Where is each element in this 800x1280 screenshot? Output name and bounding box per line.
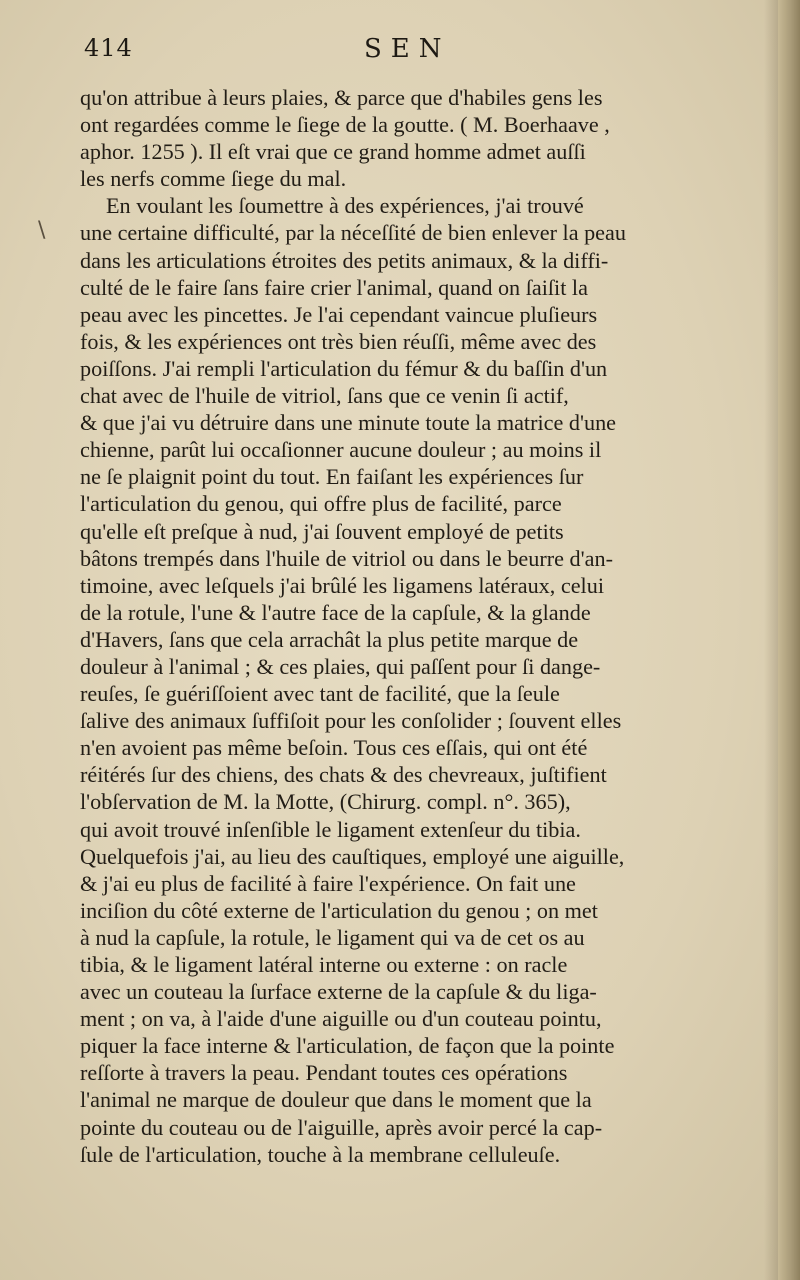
text-line: ment ; on va, à l'aide d'une aiguille ou d'un couteau pointu,: [80, 1006, 602, 1032]
text-line: ont regardées comme le ſiege de la goutte. ( M. Boerhaave ,: [80, 112, 610, 138]
text-line: bâtons trempés dans l'huile de vitriol ou dans le beurre d'an-: [80, 545, 613, 571]
text-line: avec un couteau la ſurface externe de la capſule & du liga-: [80, 979, 597, 1005]
text-line: ſule de l'articulation, touche à la membrane celluleuſe.: [80, 1141, 561, 1167]
text-line: les nerfs comme ſiege du mal.: [80, 166, 347, 192]
text-line: chienne, parût lui occaſionner aucune douleur ; au moins il: [80, 437, 602, 463]
text-line: culté de le faire ſans faire crier l'animal, quand on ſaiſit la: [80, 274, 588, 300]
text-line: douleur à l'animal ; & ces plaies, qui paſſent pour ſi dange-: [80, 653, 601, 679]
text-line: de la rotule, l'une & l'autre face de la capſule, & la glande: [80, 599, 591, 625]
page-binding-edge: [778, 0, 800, 1280]
text-line: reuſes, ſe guériſſoient avec tant de facilité, que la ſeule: [80, 681, 560, 707]
text-line: timoine, avec leſquels j'ai brûlé les ligamens latéraux, celui: [80, 572, 604, 598]
text-line: & j'ai eu plus de facilité à faire l'expérience. On fait une: [80, 870, 576, 896]
text-line: ſalive des animaux ſuffiſoit pour les conſolider ; ſouvent elles: [80, 708, 622, 734]
text-line: Quelquefois j'ai, au lieu des cauſtiques, employé une aiguille,: [80, 843, 625, 869]
text-line: tibia, & le ligament latéral interne ou externe : on racle: [80, 952, 568, 977]
text-line: aphor. 1255 ). Il eſt vrai que ce grand homme admet auſſi: [80, 139, 586, 165]
text-line: chat avec de l'huile de vitriol, ſans que ce venin ſi actif,: [80, 383, 569, 409]
page-header: [84, 34, 716, 74]
text-line: piquer la face interne & l'articulation, de façon que la pointe: [80, 1033, 615, 1059]
text-line: poiſſons. J'ai rempli l'articulation du fémur & du baſſin d'un: [80, 355, 608, 381]
text-line: dans les articulations étroites des petits animaux, & la diffi-: [80, 247, 609, 273]
text-line: ne ſe plaignit point du tout. En faiſant les expériences ſur: [80, 464, 584, 490]
text-line: n'en avoient pas même beſoin. Tous ces eſſais, qui ont été: [80, 735, 588, 761]
text-line: d'Havers, ſans que cela arrachât la plus petite marque de: [80, 626, 579, 652]
binding-shadow: [764, 0, 778, 1280]
text-line: qui avoit trouvé inſenſible le ligament extenſeur du tibia.: [80, 816, 581, 842]
text-line: reſſorte à travers la peau. Pendant toutes ces opérations: [80, 1060, 568, 1086]
text-line: à nud la capſule, la rotule, le ligament qui va de cet os au: [80, 924, 585, 950]
text-line: En voulant les ſoumettre à des expériences, j'ai trouvé: [106, 193, 584, 219]
text-line: l'animal ne marque de douleur que dans le moment que la: [80, 1087, 592, 1113]
text-line: qu'on attribue à leurs plaies, & parce que d'habiles gens les: [80, 85, 603, 110]
text-line: qu'elle eſt preſque à nud, j'ai ſouvent employé de petits: [80, 518, 564, 544]
text-line: inciſion du côté externe de l'articulation du genou ; on met: [80, 897, 598, 923]
text-line: réitérés ſur des chiens, des chats & des chevreaux, juſtifient: [80, 762, 607, 788]
text-line: l'articulation du genou, qui offre plus de facilité, parce: [80, 491, 562, 517]
text-line: une certaine difficulté, par la néceſſité de bien enlever la peau: [80, 220, 626, 246]
running-head: SEN: [364, 34, 451, 64]
body-text: [80, 84, 716, 1168]
text-line: peau avec les pincettes. Je l'ai cependant vaincue pluſieurs: [80, 301, 598, 327]
text-line: l'obſervation de M. la Motte, (Chirurg. compl. n°. 365),: [80, 789, 571, 815]
margin-mark: \: [38, 218, 46, 243]
page-number: 414: [84, 34, 133, 62]
text-line: fois, & les expériences ont très bien réuſſi, même avec des: [80, 328, 597, 354]
text-line: pointe du couteau ou de l'aiguille, après avoir percé la cap-: [80, 1114, 603, 1140]
text-line: & que j'ai vu détruire dans une minute toute la matrice d'une: [80, 410, 617, 436]
